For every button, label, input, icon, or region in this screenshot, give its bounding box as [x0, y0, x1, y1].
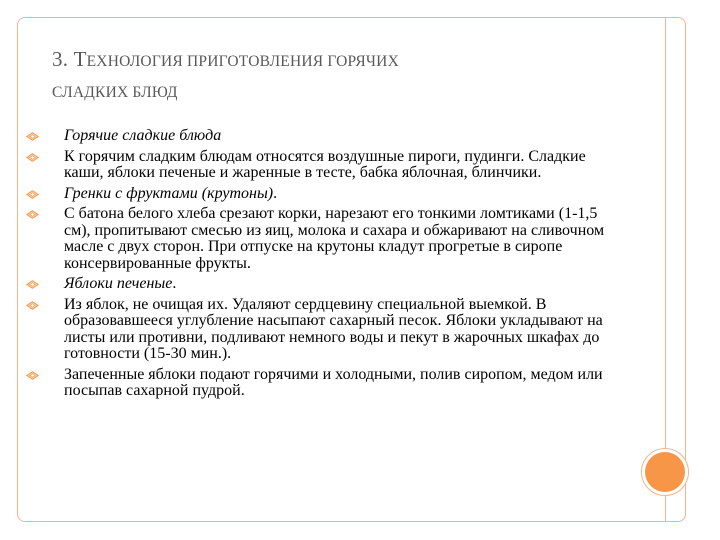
hollow-diamond-icon: [26, 132, 39, 141]
list-item-text: К горячим сладким блюдам относятся воздушные пироги, пудинги. Сладкие каши, яблоки печеные и жаренные в тесте, бабка яблочная, блинчики.: [64, 147, 586, 181]
list-item: [26, 367, 626, 400]
list-item-text: Гренки с фруктами (крутоны): [64, 184, 274, 202]
title-line-1: [52, 44, 612, 74]
list-item-text: Запеченные яблоки подают горячими и холодными, полив сиропом, медом или посыпав сахарной пудрой.: [64, 365, 603, 399]
list-item: [26, 128, 626, 145]
decorative-vertical-line-bottom: [665, 495, 666, 522]
list-item: [26, 297, 626, 363]
hollow-diamond-icon: [26, 280, 39, 289]
list-item: [26, 149, 626, 182]
slide-title: [52, 44, 612, 108]
hollow-diamond-icon: [26, 301, 39, 310]
hollow-diamond-icon: [26, 190, 39, 199]
list-item: [26, 186, 626, 203]
hollow-diamond-icon: [26, 371, 39, 380]
title-line-2: СЛАДКИХ БЛЮД: [52, 84, 178, 101]
list-item-text: Яблоки печеные: [64, 275, 173, 292]
list-item-suffix: .: [172, 275, 177, 292]
title-line-1-text: ЕХНОЛОГИЯ ПРИГОТОВЛЕНИЯ ГОРЯЧИХ: [86, 53, 399, 70]
decorative-vertical-line-top: [665, 17, 666, 448]
list-item-suffix: .: [273, 184, 278, 202]
title-first-capital: 3. Т: [52, 47, 87, 71]
list-item-text: С батона белого хлеба срезают корки, нарезают его тонкими ломтиками (1-1,5 см), пропитывают смесью из яиц, молока и сахара и обжаривают на сливочном масле с двух сторон. При отпуске на крутоны кладут прогретые в сиропе консервированные фрукты.: [64, 205, 605, 272]
hollow-diamond-icon: [26, 153, 39, 162]
bullet-list: [26, 128, 626, 404]
decorative-orange-dot: [645, 452, 685, 492]
list-item-text: Из яблок, не очищая их. Удаляют сердцевину специальной выемкой. В образовавшееся углубление насыпают сахарный песок. Яблоки укладывают на листы или противни, подливают немного воды и пекут в жарочных шкафах до готовности (15-30 мин.).: [64, 295, 603, 362]
hollow-diamond-icon: [26, 210, 39, 219]
list-item: [26, 206, 626, 272]
list-item-text: Горячие сладкие блюда: [64, 127, 222, 144]
list-item: [26, 276, 626, 293]
